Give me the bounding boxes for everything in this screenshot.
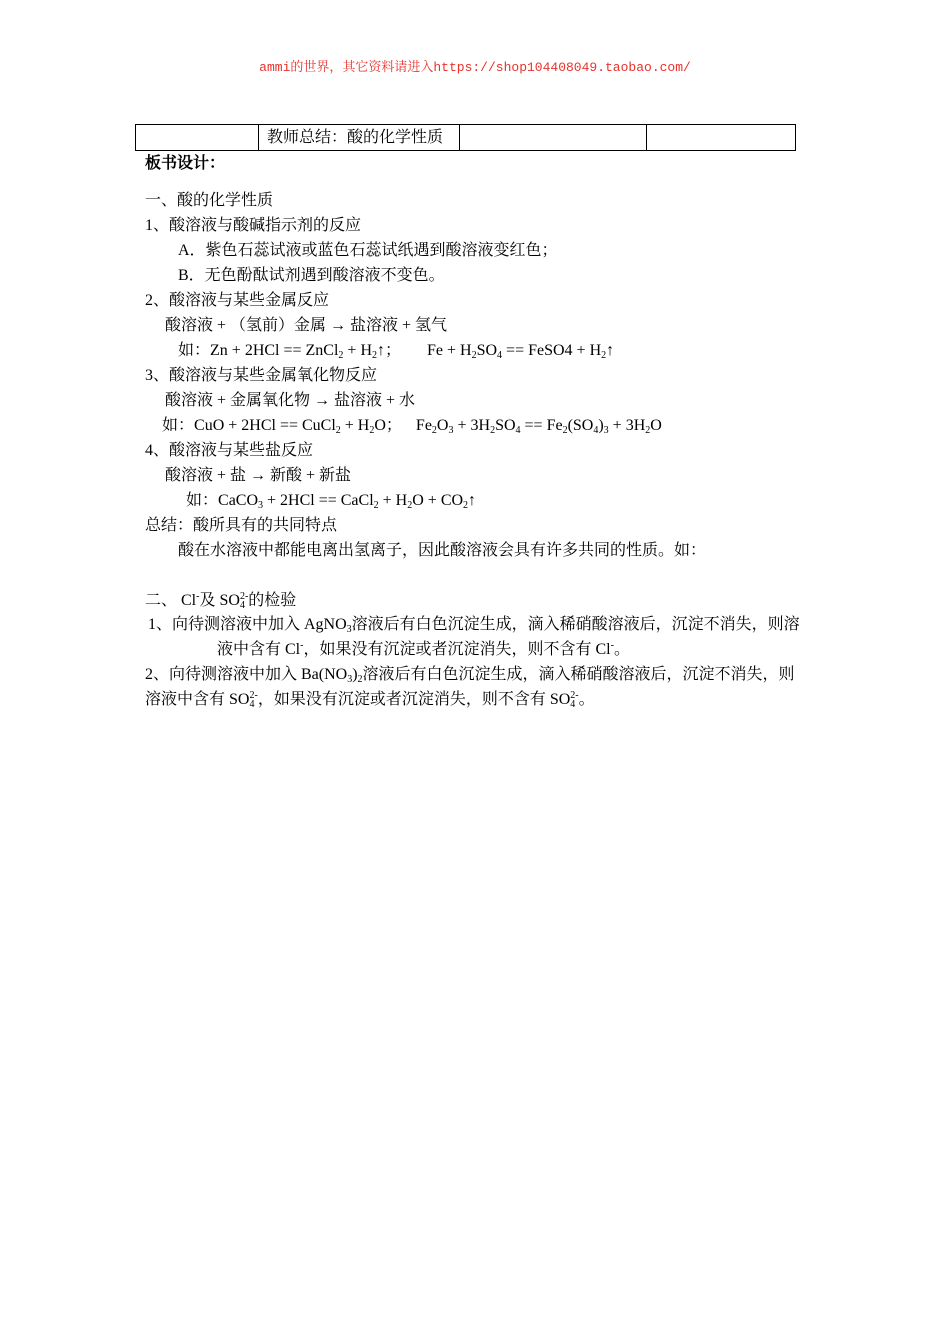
subscript: 2 [471,350,477,361]
equation-text: CuO + 2HCl == CuCl [194,417,336,434]
test-text: 。 [578,691,595,708]
equation-text: Zn + 2HCl == ZnCl [210,342,339,359]
subscript: 2 [490,425,496,436]
superscript: 2- [239,591,249,602]
equation-text: + H [340,417,370,434]
table-cell [460,125,647,151]
subscript: 4 [497,350,503,361]
property-3-rule [165,391,415,411]
test-text: ，如果没有沉淀或者沉淀消失，则不含有 SO [257,691,571,708]
rule-rhs: 盐溶液 + 水 [334,392,416,409]
up-arrow-icon: ↑ [377,342,385,359]
table-row [136,125,796,151]
subscript: 3 [603,425,609,436]
property-1-item-b: B．无色酚酞试剂遇到酸溶液不变色。 [178,267,445,284]
property-2-rule [165,316,447,336]
subscript: 3 [258,500,264,511]
property-2-title: 2、酸溶液与某些金属反应 [145,292,330,309]
equation-text: + 3H [608,417,646,434]
property-3-example [162,416,662,436]
arrow-icon: → [314,392,331,409]
page-header-link[interactable]: ammi的世界，其它资料请进入https://shop104408049.taobao.com/ [259,60,691,75]
test-text: 溶液后有白色沉淀生成，滴入稀硝酸溶液后，沉淀不消失，则溶 [351,616,800,633]
rule-rhs: 新酸 + 新盐 [270,467,352,484]
subscript: 4 [515,425,521,436]
property-4-rule [165,466,351,486]
subscript: 4 [239,600,245,611]
rule-rhs: 盐溶液 + 氢气 [350,317,448,334]
test-text: 溶液中含有 SO [145,691,250,708]
property-3-title: 3、酸溶液与某些金属氧化物反应 [145,367,378,384]
subscript: 3 [347,674,353,685]
superscript: - [196,591,200,602]
subscript: 2 [645,425,651,436]
example-prefix: 如： [178,342,211,359]
section-1-heading: 一、酸的化学性质 [145,192,274,209]
up-arrow-icon: ↑ [468,492,477,509]
subscript: 2 [407,500,413,511]
subscript: 2 [431,425,437,436]
subscript: 2 [369,425,375,436]
section-2-heading [145,591,296,611]
heading-text: 二、 Cl [145,592,197,609]
equation-text: O [436,417,449,434]
property-1-title: 1、酸溶液与酸碱指示剂的反应 [145,217,362,234]
summary-title: 总结：酸所具有的共同特点 [145,517,338,534]
superscript: 2- [249,690,258,701]
subscript: 4 [249,699,255,710]
arrow-icon: → [250,467,267,484]
equation-text: O + CO [412,492,464,509]
equation-text: + 3H [453,417,491,434]
test-text: ，如果没有沉淀或者沉淀消失，则不含有 Cl [303,641,611,658]
property-1-item-a: A．紫色石蕊试液或蓝色石蕊试纸遇到酸溶液变红色； [178,242,558,259]
subscript: 3 [448,425,454,436]
arrow-icon: → [330,317,347,334]
subscript: 2 [372,350,377,361]
up-arrow-icon: ↑ [606,342,615,359]
board-title: 板书设计： [145,155,226,172]
test-text: 1、向待测溶液中加入 AgNO [148,616,347,633]
test-1-line-2 [217,640,630,660]
equation-text: == FeSO4 + H [502,342,602,359]
test-1-line-1 [148,615,800,635]
equation-text: + H [378,492,408,509]
subscript: 2 [562,425,568,436]
equation-text: ； [385,342,402,359]
subscript: 2 [601,350,607,361]
rule-lhs: 酸溶液 + 金属氧化物 [165,392,311,409]
equation-text: O [650,417,662,434]
equation-text: ) [598,417,604,434]
equation-text: SO [495,417,516,434]
test-text: 。 [613,641,630,658]
equation-text: == Fe [520,417,563,434]
heading-text: 的检验 [248,592,297,609]
test-2-line-1 [145,665,795,685]
subscript: 4 [593,425,599,436]
property-4-example [186,491,476,511]
equation-text: Fe + H [427,342,472,359]
summary-text: 酸在水溶液中都能电离出氢离子，因此酸溶液会具有许多共同的性质。如： [178,542,707,559]
table-cell [647,125,796,151]
rule-lhs: 酸溶液 + （氢前）金属 [165,317,327,334]
subscript: 2 [357,674,363,685]
equation-text: + 2HCl == CaCl [263,492,374,509]
property-4-title: 4、酸溶液与某些盐反应 [145,442,314,459]
subscript: 2 [335,425,341,436]
table-cell-summary: 教师总结：酸的化学性质 [259,125,460,151]
subscript: 2 [463,500,469,511]
equation-text: Fe [415,417,432,434]
superscript: - [300,640,304,651]
lesson-table [135,124,796,151]
table-cell [136,125,259,151]
test-text: 溶液后有白色沉淀生成，滴入稀硝酸溶液后，沉淀不消失，则 [362,666,795,683]
equation-text: + H [343,342,372,359]
equation-text: (SO [567,417,594,434]
example-prefix: 如： [186,492,219,509]
subscript: 2 [373,500,379,511]
superscript: 2- [570,690,579,701]
test-text: 2、向待测溶液中加入 Ba(NO [145,666,348,683]
subscript: 2 [338,350,344,361]
property-2-example [178,341,614,361]
test-text: 液中含有 Cl [217,641,301,658]
superscript: - [610,640,614,651]
subscript: 3 [346,624,352,635]
equation-text: CaCO [218,492,259,509]
test-2-line-2 [145,690,595,710]
equation-text: O； [374,417,402,434]
equation-text: SO [476,342,498,359]
subscript: 4 [570,699,576,710]
test-text: ) [352,666,358,683]
rule-lhs: 酸溶液 + 盐 [165,467,247,484]
heading-text: 及 SO [199,592,240,609]
example-prefix: 如： [162,417,195,434]
